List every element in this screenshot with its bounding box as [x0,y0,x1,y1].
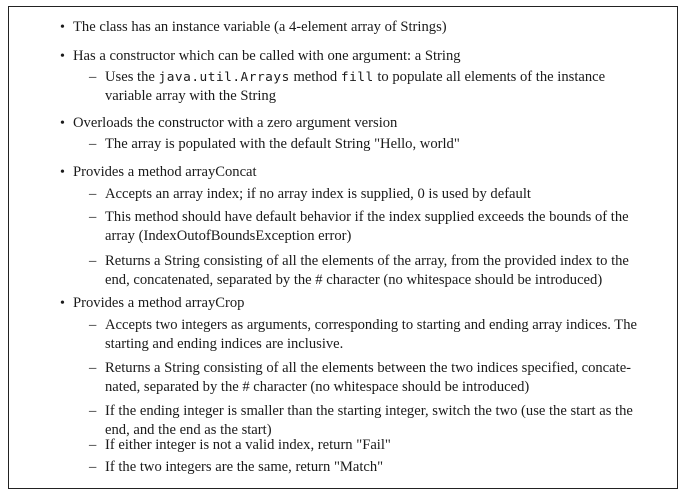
requirements-box [8,6,678,489]
sub-bullet-text [105,436,655,455]
sub-bullet-item [65,316,677,354]
sub-bullet-text [105,68,655,106]
text-run: This method should have default behavior if the index supplied exceeds the bounds of the array (IndexOutofBoundsException error) [105,209,629,244]
text-run: If the two integers are the same, return "Match" [105,459,384,475]
dash-icon: – [89,360,97,376]
bullet-item [9,47,677,66]
sub-bullet-item [65,185,677,204]
sub-bullet-text [105,252,655,290]
text-run: Uses the [105,69,159,85]
bullet-text: The class has an instance variable (a 4-element array of Strings) [73,19,447,35]
text-run: method [289,69,341,85]
text-run: If either integer is not a valid index, return "Fail" [105,437,391,453]
dash-icon: – [89,136,97,152]
bullet-text: Provides a method arrayCrop [73,295,245,311]
bullet-dot-icon: • [60,165,65,180]
sub-bullet-item [65,359,677,397]
dash-icon: – [89,437,97,453]
bullet-dot-icon: • [60,116,65,131]
sub-bullet-item [65,436,677,455]
sub-bullet-text [105,458,655,477]
bullet-dot-icon: • [60,49,65,64]
sub-bullet-text [105,359,655,397]
bullet-text: Overloads the constructor with a zero argument version [73,115,398,131]
sub-bullet-item [65,68,677,106]
bullet-item [9,294,677,313]
dash-icon: – [89,459,97,475]
text-run: If the ending integer is smaller than the starting integer, switch the two (use the start as the end, and the end as the start) [105,403,633,438]
bullet-item [9,18,677,37]
text-run: Returns a String consisting of all the elements between the two indices specified, concate-nated, separated by the # character (no whitespace should be introduced) [105,360,632,395]
bullet-item [9,114,677,133]
code-snippet: java.util.Arrays [158,70,290,85]
sub-bullet-item [65,208,677,246]
dash-icon: – [89,186,97,202]
sub-bullet-text [105,402,655,440]
code-snippet: fill [340,70,374,85]
sub-bullet-item [65,402,677,440]
bullet-dot-icon: • [60,20,65,35]
text-run: The array is populated with the default String "Hello, world" [105,136,460,152]
dash-icon: – [89,253,97,269]
bullet-text: Has a constructor which can be called with one argument: a String [73,48,461,64]
text-run: Returns a String consisting of all the elements of the array, from the provided index to the end, concatenated, separated by the # character (no whitespace should be introduced) [105,253,629,288]
sub-bullet-item [65,252,677,290]
sub-bullet-text [105,135,655,154]
sub-bullet-item [65,458,677,477]
sub-bullet-text [105,316,655,354]
sub-bullet-text [105,185,655,204]
bullet-item [9,163,677,182]
dash-icon: – [89,403,97,419]
text-run: Accepts two integers as arguments, corresponding to starting and ending array indices. The starting and ending indices are inclusive. [105,317,637,352]
text-run: to populate all elements of the instance variable array with the String [105,69,606,104]
bullet-text: Provides a method arrayConcat [73,164,257,180]
dash-icon: – [89,69,97,85]
dash-icon: – [89,317,97,333]
dash-icon: – [89,209,97,225]
text-run: Accepts an array index; if no array index is supplied, 0 is used by default [105,186,531,202]
sub-bullet-text [105,208,655,246]
bullet-dot-icon: • [60,296,65,311]
sub-bullet-item [65,135,677,154]
